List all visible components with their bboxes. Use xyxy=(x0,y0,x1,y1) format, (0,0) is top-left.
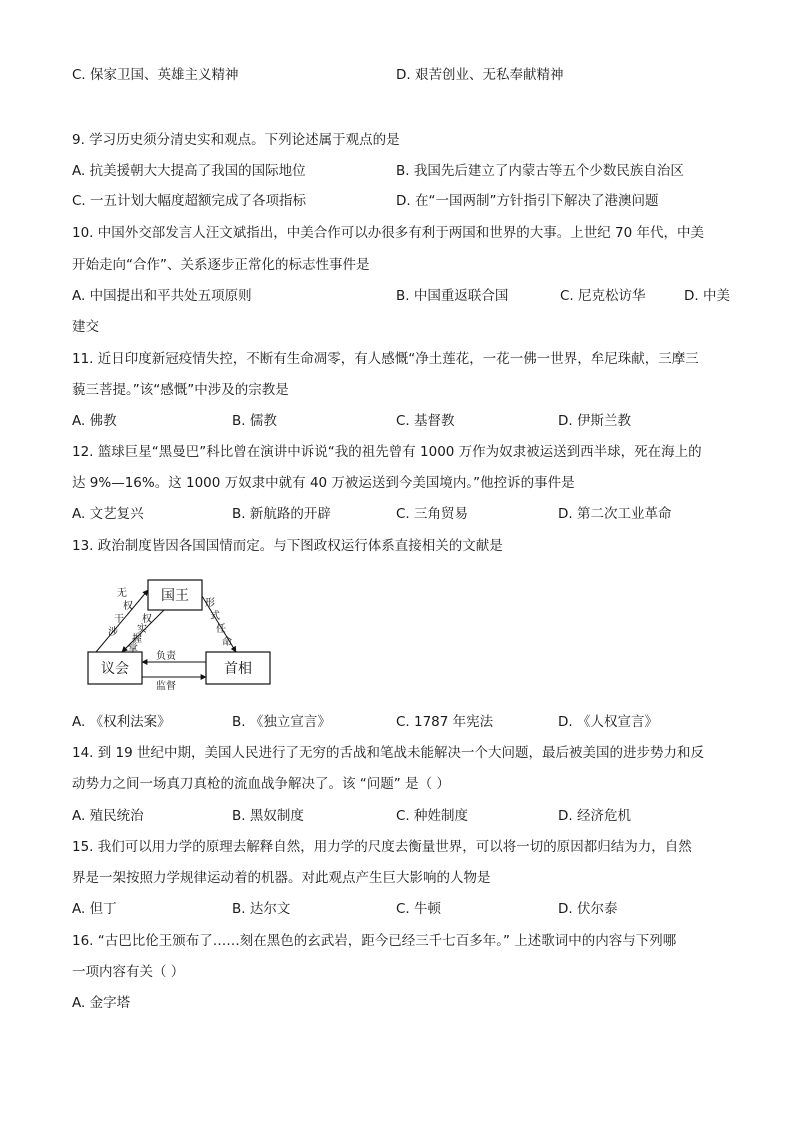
label-xingshi-3: 任 xyxy=(216,624,226,635)
q15-option-b: B. 达尔文 xyxy=(232,901,291,917)
label-fuze: 负责 xyxy=(156,651,176,662)
q12-option-d: D. 第二次工业革命 xyxy=(558,506,672,522)
q9-option-c: C. 一五计划大幅度超额完成了各项指标 xyxy=(72,193,307,209)
q16-stem-line2: 一项内容有关（ ） xyxy=(72,964,185,980)
q13-option-d: D. 《人权宣言》 xyxy=(558,714,658,730)
q15-stem-line1: 15. 我们可以用力学的原理去解释自然，用力学的尺度去衡量世界，可以将一切的原因都归结为力，自然 xyxy=(72,839,692,855)
q13-option-c: C. 1787 年宪法 xyxy=(396,714,494,730)
label-zhangwo-3: 握 xyxy=(132,634,142,645)
q14-option-b: B. 黑奴制度 xyxy=(232,808,304,824)
q11-option-b: B. 儒教 xyxy=(232,413,277,429)
q12-stem-line1: 12. 篮球巨星“黑曼巴”科比曾在演讲中诉说“我的祖先曾有 1000 万作为奴隶被运送到西半球，死在海上的 xyxy=(72,444,702,460)
q9-stem: 9. 学习历史须分清史实和观点。下列论述属于观点的是 xyxy=(72,132,400,148)
q13-option-b: B. 《独立宣言》 xyxy=(232,714,331,730)
q8-option-c: C. 保家卫国、英雄主义精神 xyxy=(72,67,239,83)
q15-option-c: C. 牛顿 xyxy=(396,901,442,917)
label-wuquan-3: 干 xyxy=(114,614,124,625)
label-xingshi-4: 命 xyxy=(222,637,232,648)
q10-option-d-cont: 建交 xyxy=(72,319,99,335)
label-wuquan-2: 权 xyxy=(123,601,133,612)
q8-option-d: D. 艰苦创业、无私奉献精神 xyxy=(396,67,564,83)
q15-option-a: A. 但丁 xyxy=(72,901,117,917)
label-zhangwo-4: 掌 xyxy=(128,644,138,655)
q13-stem: 13. 政治制度皆因各国国情而定。与下图政权运行体系直接相关的文献是 xyxy=(72,538,503,554)
q11-option-a: A. 佛教 xyxy=(72,413,117,429)
q10-option-c: C. 尼克松访华 xyxy=(560,288,646,304)
q10-option-a: A. 中国提出和平共处五项原则 xyxy=(72,288,252,304)
q12-option-c: C. 三角贸易 xyxy=(396,506,469,522)
q12-option-a: A. 文艺复兴 xyxy=(72,506,144,522)
label-xingshi-2: 式 xyxy=(210,611,220,622)
q10-stem-line2: 开始走向“合作”、关系逐步正常化的标志性事件是 xyxy=(72,257,370,273)
q14-stem-line2: 动势力之间一场真刀真枪的流血战争解决了。该 “问题” 是（ ） xyxy=(72,776,450,792)
q14-option-a: A. 殖民统治 xyxy=(72,808,144,824)
q14-option-c: C. 种姓制度 xyxy=(396,808,469,824)
q11-stem-line2: 藐三菩提。”该“感慨”中涉及的宗教是 xyxy=(72,382,289,398)
parliament-label: 议会 xyxy=(101,661,129,677)
q9-option-a: A. 抗美援朝大大提高了我国的国际地位 xyxy=(72,163,306,179)
q16-stem-line1: 16. “古巴比伦王颁布了……刻在黑色的玄武岩，距今已经三千七百多年。” 上述歌词中的内容与下列哪 xyxy=(72,933,677,949)
political-system-diagram xyxy=(86,576,276,692)
label-jiandu: 监督 xyxy=(156,681,176,692)
q9-option-d: D. 在“一国两制”方针指引下解决了港澳问题 xyxy=(396,193,659,209)
label-xingshi-1: 形 xyxy=(205,598,215,609)
q16-option-a: A. 金字塔 xyxy=(72,995,131,1011)
label-zhangwo-2: 实 xyxy=(137,624,147,635)
q12-stem-line2: 达 9%—16%。这 1000 万奴隶中就有 40 万被运送到今美国境内。”他控诉的事件是 xyxy=(72,475,575,491)
label-zhangwo-1: 权 xyxy=(142,614,152,625)
q11-option-d: D. 伊斯兰教 xyxy=(558,413,631,429)
q9-option-b: B. 我国先后建立了内蒙古等五个少数民族自治区 xyxy=(396,163,684,179)
king-label: 国王 xyxy=(161,588,189,604)
q15-stem-line2: 界是一架按照力学规律运动着的机器。对此观点产生巨大影响的人物是 xyxy=(72,870,491,886)
q12-option-b: B. 新航路的开辟 xyxy=(232,506,331,522)
q11-option-c: C. 基督教 xyxy=(396,413,455,429)
q14-stem-line1: 14. 到 19 世纪中期，美国人民进行了无穷的舌战和笔战未能解决一个大问题，最后被美国的进步势力和反 xyxy=(72,745,705,761)
pm-label: 首相 xyxy=(224,661,252,677)
q14-option-d: D. 经济危机 xyxy=(558,808,631,824)
q10-option-b: B. 中国重返联合国 xyxy=(396,288,509,304)
label-wuquan-4: 涉 xyxy=(108,627,118,638)
q15-option-d: D. 伏尔泰 xyxy=(558,901,618,917)
label-wuquan-1: 无 xyxy=(117,588,127,599)
q10-option-d: D. 中美 xyxy=(684,288,730,304)
q13-option-a: A. 《权利法案》 xyxy=(72,714,171,730)
q10-stem-line1: 10. 中国外交部发言人汪文斌指出，中美合作可以办很多有利于两国和世界的大事。上世纪 70 年代，中美 xyxy=(72,225,705,241)
q11-stem-line1: 11. 近日印度新冠疫情失控，不断有生命凋零，有人感慨“净土莲花，一花一佛一世界，牟尼珠献，三摩三 xyxy=(72,351,699,367)
